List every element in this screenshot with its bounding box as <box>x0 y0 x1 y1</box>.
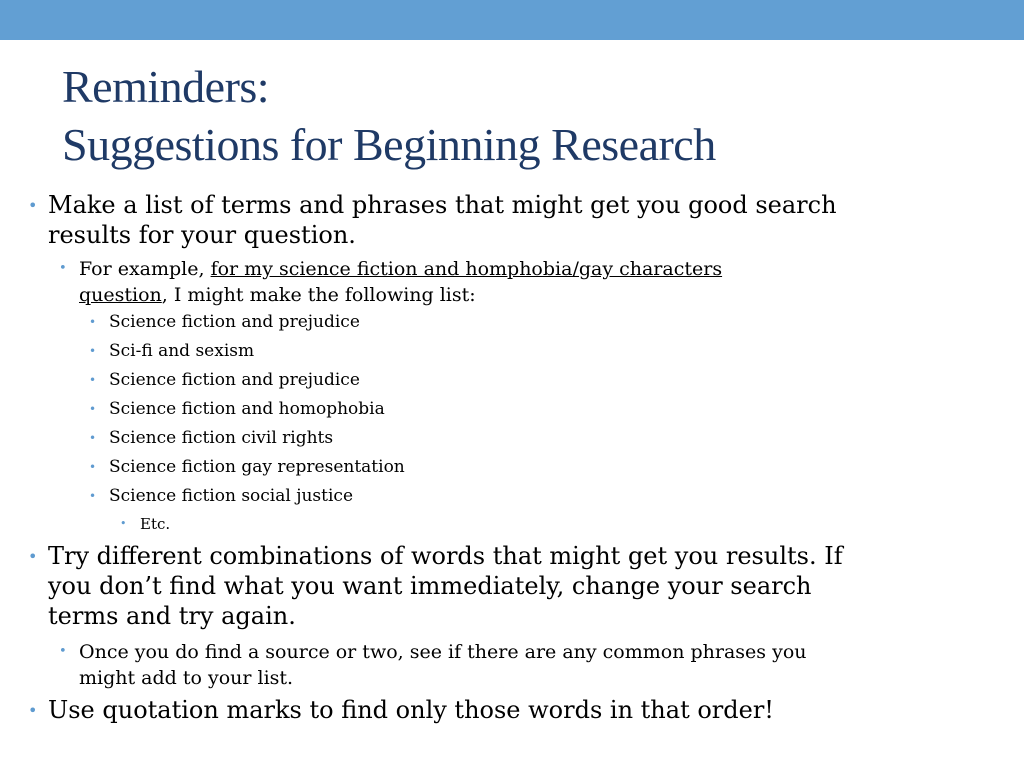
bullet-dot-icon: • <box>120 517 127 530</box>
bullet-try-combinations-line-2: you don’t find what you want immediately, change your search <box>48 572 812 600</box>
term-item <box>89 337 988 366</box>
slide-title <box>62 58 716 174</box>
term-item-text: Science fiction and prejudice <box>109 312 360 332</box>
term-etc <box>120 511 988 537</box>
example-question-link-cont: question <box>79 284 162 306</box>
term-item-text: Science fiction civil rights <box>109 428 334 448</box>
bullet-dot-icon: • <box>59 261 67 276</box>
bullet-try-combinations-line-1: Try different combinations of words that might get you results. If <box>48 542 843 570</box>
term-item <box>89 366 988 395</box>
sub-bullet-common-phrases-line-1: Once you do find a source or two, see if there are any common phrases you <box>79 641 807 663</box>
bullet-dot-icon: • <box>59 644 67 659</box>
term-item <box>89 424 988 453</box>
sub-bullet-example-line-1 <box>79 256 988 282</box>
term-etc-text: Etc. <box>140 515 171 533</box>
bullet-dot-icon: • <box>89 315 97 329</box>
term-item <box>89 308 988 337</box>
bullet-dot-icon: • <box>28 547 38 566</box>
slide-body <box>28 190 988 725</box>
bullet-make-list-line-1: Make a list of terms and phrases that might get you good search <box>48 191 837 219</box>
bullet-dot-icon: • <box>89 460 97 474</box>
sub-bullet-common-phrases <box>59 639 988 691</box>
example-suffix: , I might make the following list: <box>161 284 476 306</box>
term-item-text: Science fiction and prejudice <box>109 370 360 390</box>
term-item-text: Science fiction gay representation <box>109 457 405 477</box>
sub-bullet-common-phrases-line-2: might add to your list. <box>79 667 294 689</box>
bullet-dot-icon: • <box>28 196 38 215</box>
bullet-dot-icon: • <box>28 701 38 720</box>
bullet-quotation-marks-line-1: Use quotation marks to find only those words in that order! <box>48 696 774 724</box>
top-accent-bar <box>0 0 1024 40</box>
example-question-link: for my science fiction and homphobia/gay characters <box>210 258 723 280</box>
slide-title-line-2: Suggestions for Beginning Research <box>62 119 716 170</box>
bullet-dot-icon: • <box>89 373 97 387</box>
bullet-dot-icon: • <box>89 402 97 416</box>
bullet-dot-icon: • <box>89 344 97 358</box>
sub-bullet-example <box>59 256 988 308</box>
slide-title-line-1: Reminders: <box>62 61 270 112</box>
term-item-text: Sci-fi and sexism <box>109 341 255 361</box>
term-item <box>89 482 988 511</box>
bullet-try-combinations <box>28 541 988 631</box>
sub-bullet-example-line-2 <box>79 282 988 308</box>
bullet-make-list <box>28 190 988 250</box>
term-item-text: Science fiction social justice <box>109 486 354 506</box>
term-item <box>89 453 988 482</box>
term-item <box>89 395 988 424</box>
bullet-try-combinations-line-3: terms and try again. <box>48 602 296 630</box>
example-prefix: For example, <box>79 258 211 280</box>
bullet-quotation-marks <box>28 695 988 725</box>
bullet-dot-icon: • <box>89 489 97 503</box>
bullet-dot-icon: • <box>89 431 97 445</box>
bullet-make-list-line-2: results for your question. <box>48 221 356 249</box>
term-item-text: Science fiction and homophobia <box>109 399 385 419</box>
